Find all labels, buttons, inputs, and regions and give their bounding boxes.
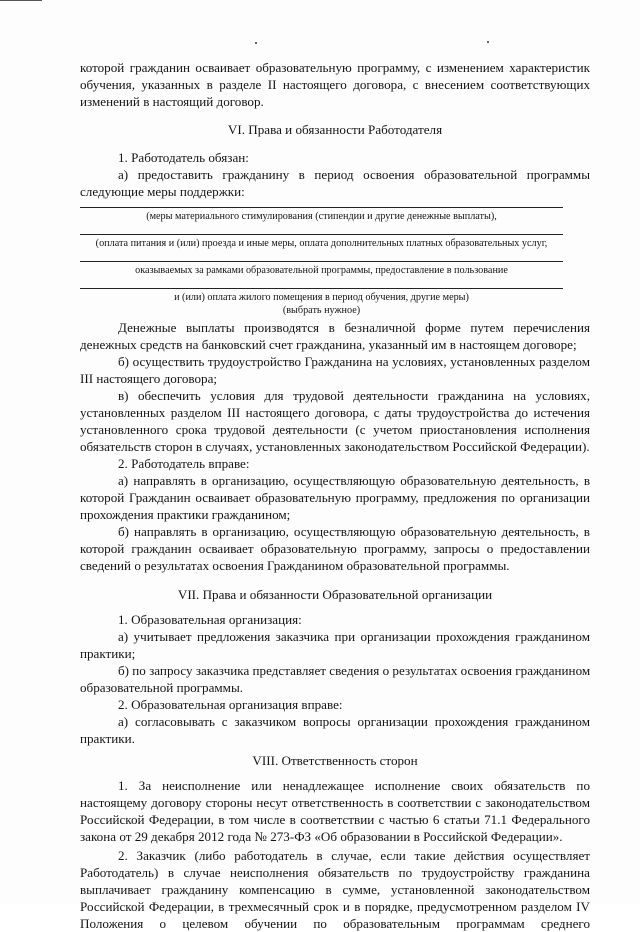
section-7-item-2a-cont: практики. [80,731,135,746]
payments-text: денежных средств на банковский счет гражданина, указанный им в настоящем договоре; [80,337,577,352]
section-6-item-1-header: 1. Работодатель обязан: [118,150,249,165]
fill-in-caption: оказываемых за рамками образовательной программы, предоставление в пользование [135,265,508,276]
section-8-item-2: 2. Заказчик (либо работодатель в случае, если такие действия осуществляет [118,848,590,863]
section-8-item-2-cont: Российской Федерации, в трехмесячный срок и в порядке, предусмотренном разделом IV [80,899,590,914]
section-6-item-1c-cont: установленного срока трудовой деятельности (с учетом приостановления исполнения [80,422,590,437]
section-8-item-1-cont: Российской Федерации, в том числе в соответствии с частью 6 статьи 71.1 Федерального [80,812,590,827]
fill-in-caption: (меры материального стимулирования (стипендии и другие денежные выплаты), [146,211,497,222]
section-8-item-1-cont: закона от 29 декабря 2012 года № 273-ФЗ «Об образовании в Российской Федерации». [80,829,563,844]
fill-in-caption: (оплата питания и (или) проезда и иные меры, оплата дополнительных платных образовательных услуг, [95,238,548,249]
section-8-title: VIII. Ответственность сторон [252,753,418,768]
section-7-title: VII. Права и обязанности Образовательной организации [177,587,493,602]
fill-in-line [80,261,563,262]
section-6-item-1b: б) осуществить трудоустройство Гражданина на условиях, установленных разделом [118,354,590,369]
section-8-item-1-cont: настоящему договору стороны несут ответственность в соответствии с законодательством [80,795,590,810]
section-7-item-1b-cont: образовательной программы. [80,680,244,695]
section-8-item-2-cont: выплачивает гражданину компенсацию в сумме, установленной законодательством [80,882,590,897]
section-7-item-1a: а) учитывает предложения заказчика при организации прохождения гражданином [118,629,590,644]
section-6-item-1c: в) обеспечить условия для трудовой деятельности гражданина на условиях, [118,388,590,403]
section-7-item-2a: а) согласовывать с заказчиком вопросы организации прохождения гражданином [118,714,590,729]
section-6-item-2a: а) направлять в организацию, осуществляющую образовательную деятельность, в [118,473,590,488]
section-6-item-1a: а) предоставить гражданину в период освоения образовательной программы [118,167,590,182]
section-6-item-1a-cont: следующие меры поддержки: [80,184,245,199]
section-8-item-2-cont: Положения о целевом обучении по образовательным программам среднего [80,916,590,931]
section-6-item-2a-cont: прохождения практики гражданином; [80,507,291,522]
section-6-item-2a-cont: которой Гражданин осваивает образовательную программу, предложения по организации [80,490,590,505]
intro-line: обучения, указанных в разделе II настоящего договора, с внесением соответствующих [80,77,590,92]
intro-line: изменений в настоящий договор. [80,94,264,109]
section-6-item-1c-cont: установленных разделом III настоящего договора, с даты трудоустройства до истечения [80,405,590,420]
section-6-item-2-header: 2. Работодатель вправе: [118,456,250,471]
fill-in-caption: (выбрать нужное) [282,305,361,316]
section-7-item-1-header: 1. Образовательная организация: [118,612,302,627]
scan-speck [255,42,257,44]
section-7-item-2-header: 2. Образовательная организация вправе: [118,697,343,712]
fill-in-line [80,234,563,235]
scan-edge-line [0,0,42,1]
section-6-item-1c-cont: обязательств сторон в случаях, установленных законодательством Российской Федерации). [80,439,590,454]
scan-speck [487,41,489,43]
fill-in-line [80,207,563,208]
section-7-item-1a-cont: практики; [80,646,136,661]
section-6-item-2b: б) направлять в организацию, осуществляющую образовательную деятельность, в [118,524,590,539]
fill-in-line [80,288,563,289]
section-7-item-1b: б) по запросу заказчика представляет сведения о результатах освоения гражданином [118,663,591,678]
intro-line: которой гражданин осваивает образовательную программу, с изменением характеристик [80,60,590,75]
section-8-item-2-cont: Работодатель) в случае неисполнения обязательств по трудоустройству гражданина [80,865,590,880]
section-6-item-2b-cont: сведений о результатах освоения Гражданином образовательной программы. [80,558,510,573]
section-6-title: VI. Права и обязанности Работодателя [227,122,443,137]
section-6-item-1b-cont: III настоящего договора; [80,371,218,386]
section-8-item-1: 1. За неисполнение или ненадлежащее исполнение своих обязательств по [118,778,590,793]
payments-text: Денежные выплаты производятся в безналичной форме путем перечисления [118,320,590,335]
fill-in-caption: и (или) оплата жилого помещения в период обучения, другие меры) [174,292,469,303]
section-6-item-2b-cont: которой гражданин осваивает образовательную программу, запросы о предоставлении [80,541,590,556]
